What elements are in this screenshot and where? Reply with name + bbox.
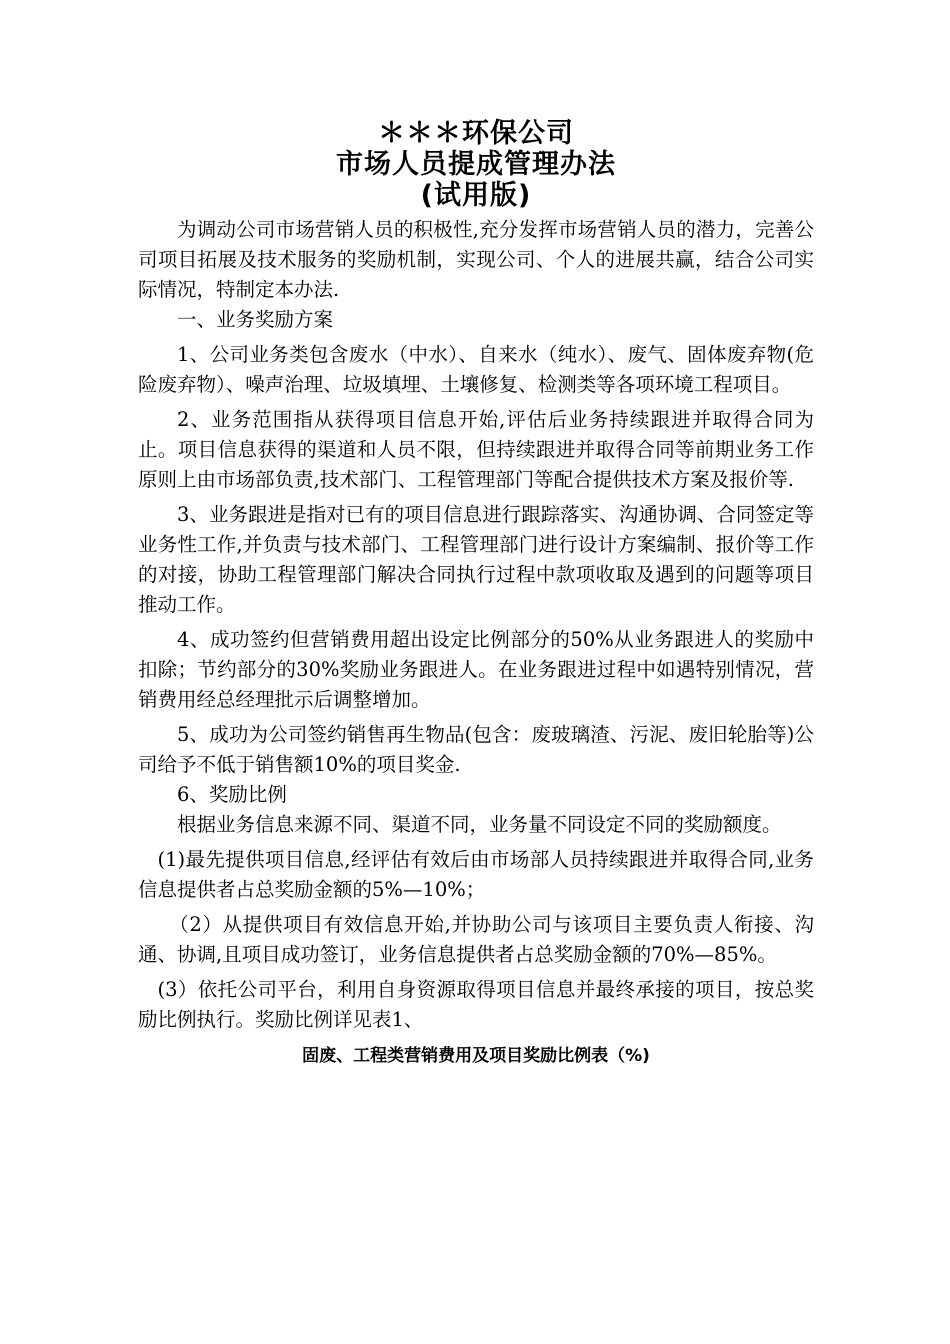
clause-2: 2、业务范围指从获得项目信息开始,评估后业务持续跟进并取得合同为止。项目信息获得的渠道和人员不限，但持续跟进并取得合同等前期业务工作原则上由市场部负责,技术部门、工程管理部门等配合提供技术方案及报价等. — [138, 408, 814, 491]
document-page — [138, 118, 814, 1071]
ratio-item-3: (3）依托公司平台，利用自身资源取得项目信息并最终承接的项目，按总奖励比例执行。奖励比例详见表1、 — [138, 978, 814, 1031]
title-main: 市场人员提成管理办法 — [336, 149, 616, 180]
document-title — [138, 118, 814, 211]
clause-6-intro: 根据业务信息来源不同、渠道不同，业务量不同设定不同的奖励额度。 — [177, 813, 782, 836]
clause-3: 3、业务跟进是指对已有的项目信息进行跟踪落实、沟通协调、合同签定等业务性工作,并负责与技术部门、工程管理部门进行设计方案编制、报价等工作的对接，协助工程管理部门解决合同执行过程中款项收取及遇到的问题等项目推动工作。 — [138, 503, 814, 616]
clause-1: 1、公司业务类包含废水（中水）、自来水（纯水）、废气、固体废弃物(危险废弃物）、噪声治理、垃圾填埋、土壤修复、检测类等各项环境工程项目。 — [138, 343, 814, 396]
ratio-item-1: (1)最先提供项目信息,经评估有效后由市场部人员持续跟进并取得合同,业务信息提供者占总奖励金额的5%—10%； — [138, 848, 814, 901]
title-version: (试用版) — [420, 180, 532, 211]
section-heading: 一、业务奖励方案 — [177, 308, 334, 331]
intro-paragraph: 为调动公司市场营销人员的积极性,充分发挥市场营销人员的潜力，完善公司项目拓展及技术服务的奖励机制，实现公司、个人的进展共赢，结合公司实际情况，特制定本办法. — [138, 218, 814, 301]
table-caption: 固废、工程类营销费用及项目奖励比例表（%) — [302, 1046, 650, 1066]
document-body — [138, 215, 814, 1035]
title-company: ＊＊＊环保公司 — [378, 118, 574, 149]
clause-5: 5、成功为公司签约销售再生物品(包含：废玻璃渣、污泥、废旧轮胎等)公司给予不低于销售额10%的项目奖金. — [138, 723, 814, 776]
clause-6-heading: 6、奖励比例 — [177, 783, 287, 806]
ratio-item-2: （2）从提供项目有效信息开始,并协助公司与该项目主要负责人衔接、沟通、协调,且项目成功签订，业务信息提供者占总奖励金额的70%—85%。 — [138, 913, 814, 966]
clause-4: 4、成功签约但营销费用超出设定比例部分的50%从业务跟进人的奖励中扣除；节约部分的30%奖励业务跟进人。在业务跟进过程中如遇特别情况，营销费用经总经理批示后调整增加。 — [138, 628, 814, 711]
